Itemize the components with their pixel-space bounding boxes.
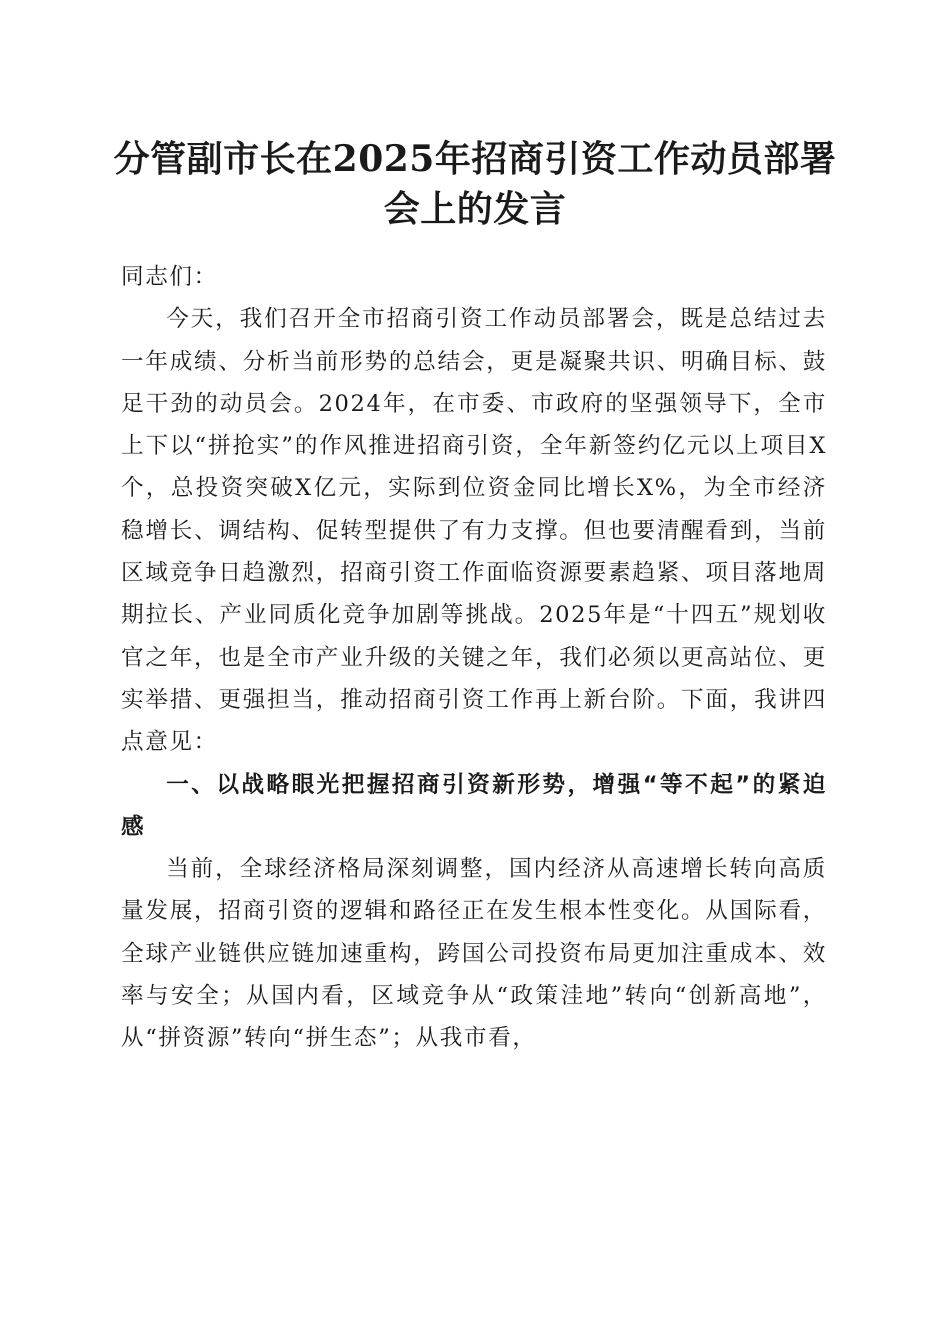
paragraph-section-1: 当前，全球经济格局深刻调整，国内经济从高速增长转向高质量发展，招商引资的逻辑和路径正在发生根本性变化。从国际看，全球产业链供应链加速重构，跨国公司投资布局更加注重成本、效率与安全；从国内看，区域竞争从“政策洼地”转向“创新高地”，从“拼资源”转向“拼生态”；从我市看， (121, 856, 827, 1052)
document-body (121, 256, 827, 1060)
section-heading-1: 一、以战略眼光把握招商引资新形势，增强“等不起”的紧迫感 (121, 771, 827, 840)
title-line-2: 会上的发言 (383, 188, 567, 230)
document-title (100, 134, 850, 234)
title-line-1: 分管副市长在2025年招商引资工作动员部署 (113, 138, 837, 180)
paragraph-intro: 今天，我们召开全市招商引资工作动员部署会，既是总结过去一年成绩、分析当前形势的总结会，更是凝聚共识、明确目标、鼓足干劲的动员会。2024年，在市委、市政府的坚强领导下，全市上下以“拼抢实”的作风推进招商引资，全年新签约亿元以上项目X个，总投资突破X亿元，实际到位资金同比增长X%，为全市经济稳增长、调结构、促转型提供了有力支撑。但也要清醒看到，当前区域竞争日趋激烈，招商引资工作面临资源要素趋紧、项目落地周期拉长、产业同质化竞争加剧等挑战。2025年是“十四五”规划收官之年，也是全市产业升级的关键之年，我们必须以更高站位、更实举措、更强担当，推动招商引资工作再上新台阶。下面，我讲四点意见： (121, 306, 827, 756)
salutation: 同志们： (121, 264, 218, 290)
